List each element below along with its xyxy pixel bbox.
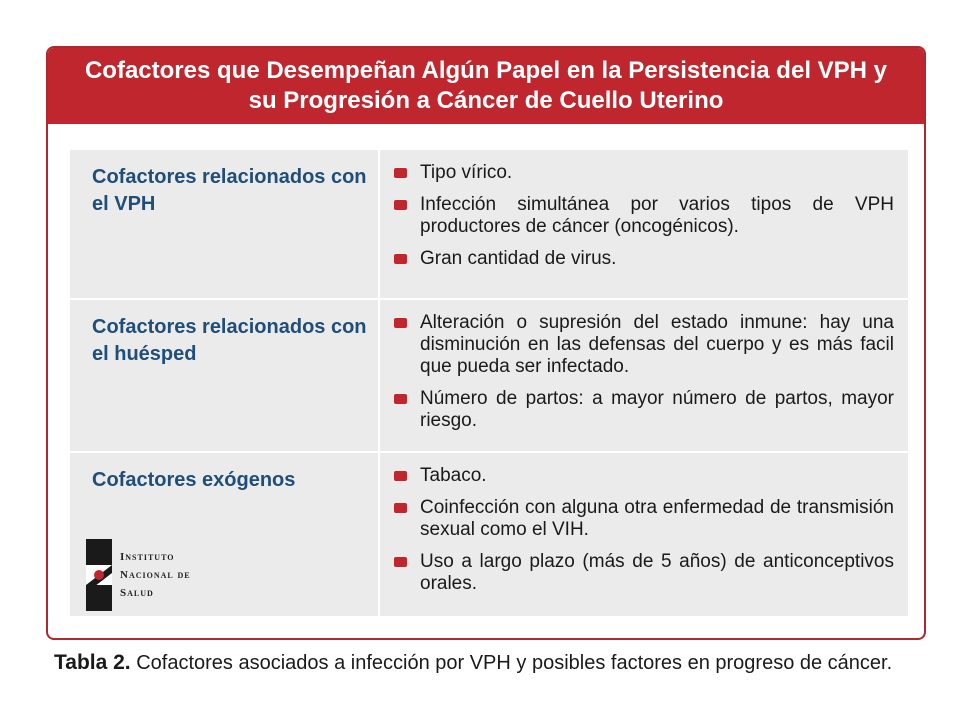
category-label: Cofactores exógenos xyxy=(92,469,296,491)
category-cell xyxy=(70,453,380,616)
category-label: Cofactores relacionados con el huésped xyxy=(92,316,367,365)
bullet-icon xyxy=(394,503,407,513)
bullet-icon xyxy=(394,318,407,328)
logo-line: Salud xyxy=(120,587,154,599)
bullet-icon xyxy=(394,471,407,481)
caption-text: Cofactores asociados a infección por VPH y posibles factores en progreso de cáncer. xyxy=(130,652,893,674)
items-cell xyxy=(380,453,908,616)
table-caption xyxy=(54,652,934,674)
category-cell xyxy=(70,150,380,298)
item-text: Tipo vírico. xyxy=(420,162,513,183)
caption-label: Tabla 2. xyxy=(54,651,131,674)
item-text: Infección simultánea por varios tipos de VPH productores de cáncer (oncogénicos). xyxy=(420,194,894,237)
bullet-icon xyxy=(394,200,407,210)
item-text: Gran cantidad de virus. xyxy=(420,248,617,269)
ins-logo-icon xyxy=(86,539,112,611)
list-item xyxy=(394,551,894,595)
bullet-icon xyxy=(394,168,407,178)
item-text: Coinfección con alguna otra enfermedad de transmisión sexual como el VIH. xyxy=(420,497,894,540)
logo-line: Instituto xyxy=(120,551,175,563)
list-item xyxy=(394,497,894,541)
item-text: Número de partos: a mayor número de partos, mayor riesgo. xyxy=(420,388,894,431)
item-text: Uso a largo plazo (más de 5 años) de anticonceptivos orales. xyxy=(420,551,894,594)
bullet-icon xyxy=(394,254,407,264)
list-item xyxy=(394,465,894,487)
list-item xyxy=(394,388,894,432)
bullet-icon xyxy=(394,394,407,404)
table-row xyxy=(70,453,908,616)
logo-line: Nacional de xyxy=(120,569,191,581)
item-text: Tabaco. xyxy=(420,465,487,486)
list-item xyxy=(394,312,894,378)
list-item xyxy=(394,194,894,238)
list-item xyxy=(394,248,894,270)
cofactors-table xyxy=(70,150,908,616)
category-cell xyxy=(70,300,380,451)
institute-logo xyxy=(86,539,191,611)
table-row xyxy=(70,150,908,300)
bullet-icon xyxy=(394,557,407,567)
item-text: Alteración o supresión del estado inmune: hay una disminución en las defensas del cuerpo y es más facil que pueda ser infectado. xyxy=(420,312,894,377)
items-cell xyxy=(380,300,908,451)
category-label: Cofactores relacionados con el VPH xyxy=(92,166,367,215)
table-row xyxy=(70,300,908,453)
cofactors-card xyxy=(46,46,926,640)
list-item xyxy=(394,162,894,184)
card-title: Cofactores que Desempeñan Algún Papel en la Persistencia del VPH y su Progresión a Cáncer de Cuello Uterino xyxy=(48,48,924,124)
items-cell xyxy=(380,150,908,298)
